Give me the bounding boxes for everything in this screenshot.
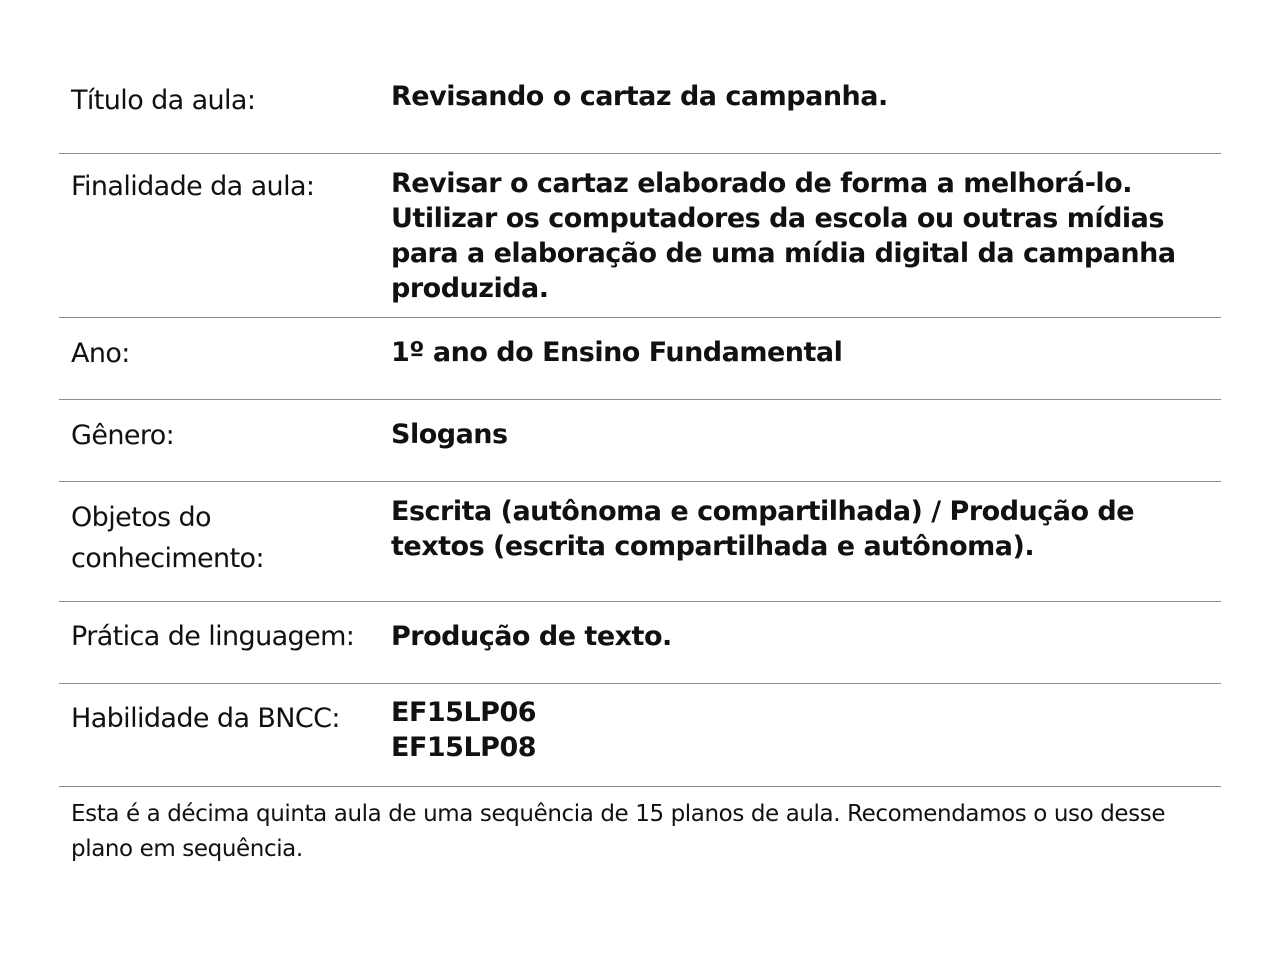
row-bncc-skills bbox=[59, 684, 1221, 787]
note-line: Esta é a décima quinta aula de uma sequência de 15 planos de aula. Recomendamos o uso desse bbox=[71, 801, 1166, 827]
row-language-practice bbox=[59, 602, 1221, 684]
language-practice-label: Prática de linguagem: bbox=[71, 621, 355, 652]
value-line: Utilizar os computadores da escola ou outras mídias bbox=[391, 203, 1164, 234]
value-line: textos (escrita compartilhada e autônoma). bbox=[391, 531, 1035, 562]
knowledge-objects-label bbox=[59, 482, 391, 601]
genre-value bbox=[391, 400, 1221, 481]
lesson-title-label: Título da aula: bbox=[71, 85, 256, 116]
lesson-purpose-label: Finalidade da aula: bbox=[71, 171, 315, 202]
value-line: para a elaboração de uma mídia digital da campanha bbox=[391, 238, 1176, 269]
language-practice-value bbox=[391, 602, 1221, 683]
row-lesson-title bbox=[59, 60, 1221, 154]
sequence-note bbox=[59, 787, 1209, 867]
note-line: plano em sequência. bbox=[71, 836, 303, 862]
label-line: conhecimento: bbox=[71, 543, 264, 574]
lesson-purpose-value bbox=[391, 154, 1221, 317]
value-line: 1º ano do Ensino Fundamental bbox=[391, 337, 843, 368]
school-year-label: Ano: bbox=[71, 338, 130, 369]
knowledge-objects-value bbox=[391, 482, 1221, 601]
value-line: Revisando o cartaz da campanha. bbox=[391, 81, 888, 112]
row-genre bbox=[59, 400, 1221, 482]
row-lesson-purpose bbox=[59, 154, 1221, 318]
bncc-skills-value bbox=[391, 684, 1221, 786]
value-line: Revisar o cartaz elaborado de forma a melhorá-lo. bbox=[391, 168, 1132, 199]
bncc-code: EF15LP06 bbox=[391, 697, 537, 728]
bncc-code: EF15LP08 bbox=[391, 732, 537, 763]
row-knowledge-objects bbox=[59, 482, 1221, 602]
lesson-plan-table bbox=[59, 60, 1221, 867]
genre-label: Gênero: bbox=[71, 420, 175, 451]
lesson-title-value bbox=[391, 60, 1221, 153]
school-year-value bbox=[391, 318, 1221, 399]
value-line: Produção de texto. bbox=[391, 621, 672, 652]
label-line: Objetos do bbox=[71, 502, 211, 533]
bncc-skills-label: Habilidade da BNCC: bbox=[71, 703, 340, 734]
value-line: Slogans bbox=[391, 419, 508, 450]
value-line: Escrita (autônoma e compartilhada) / Produção de bbox=[391, 496, 1135, 527]
row-school-year bbox=[59, 318, 1221, 400]
value-line: produzida. bbox=[391, 273, 549, 304]
